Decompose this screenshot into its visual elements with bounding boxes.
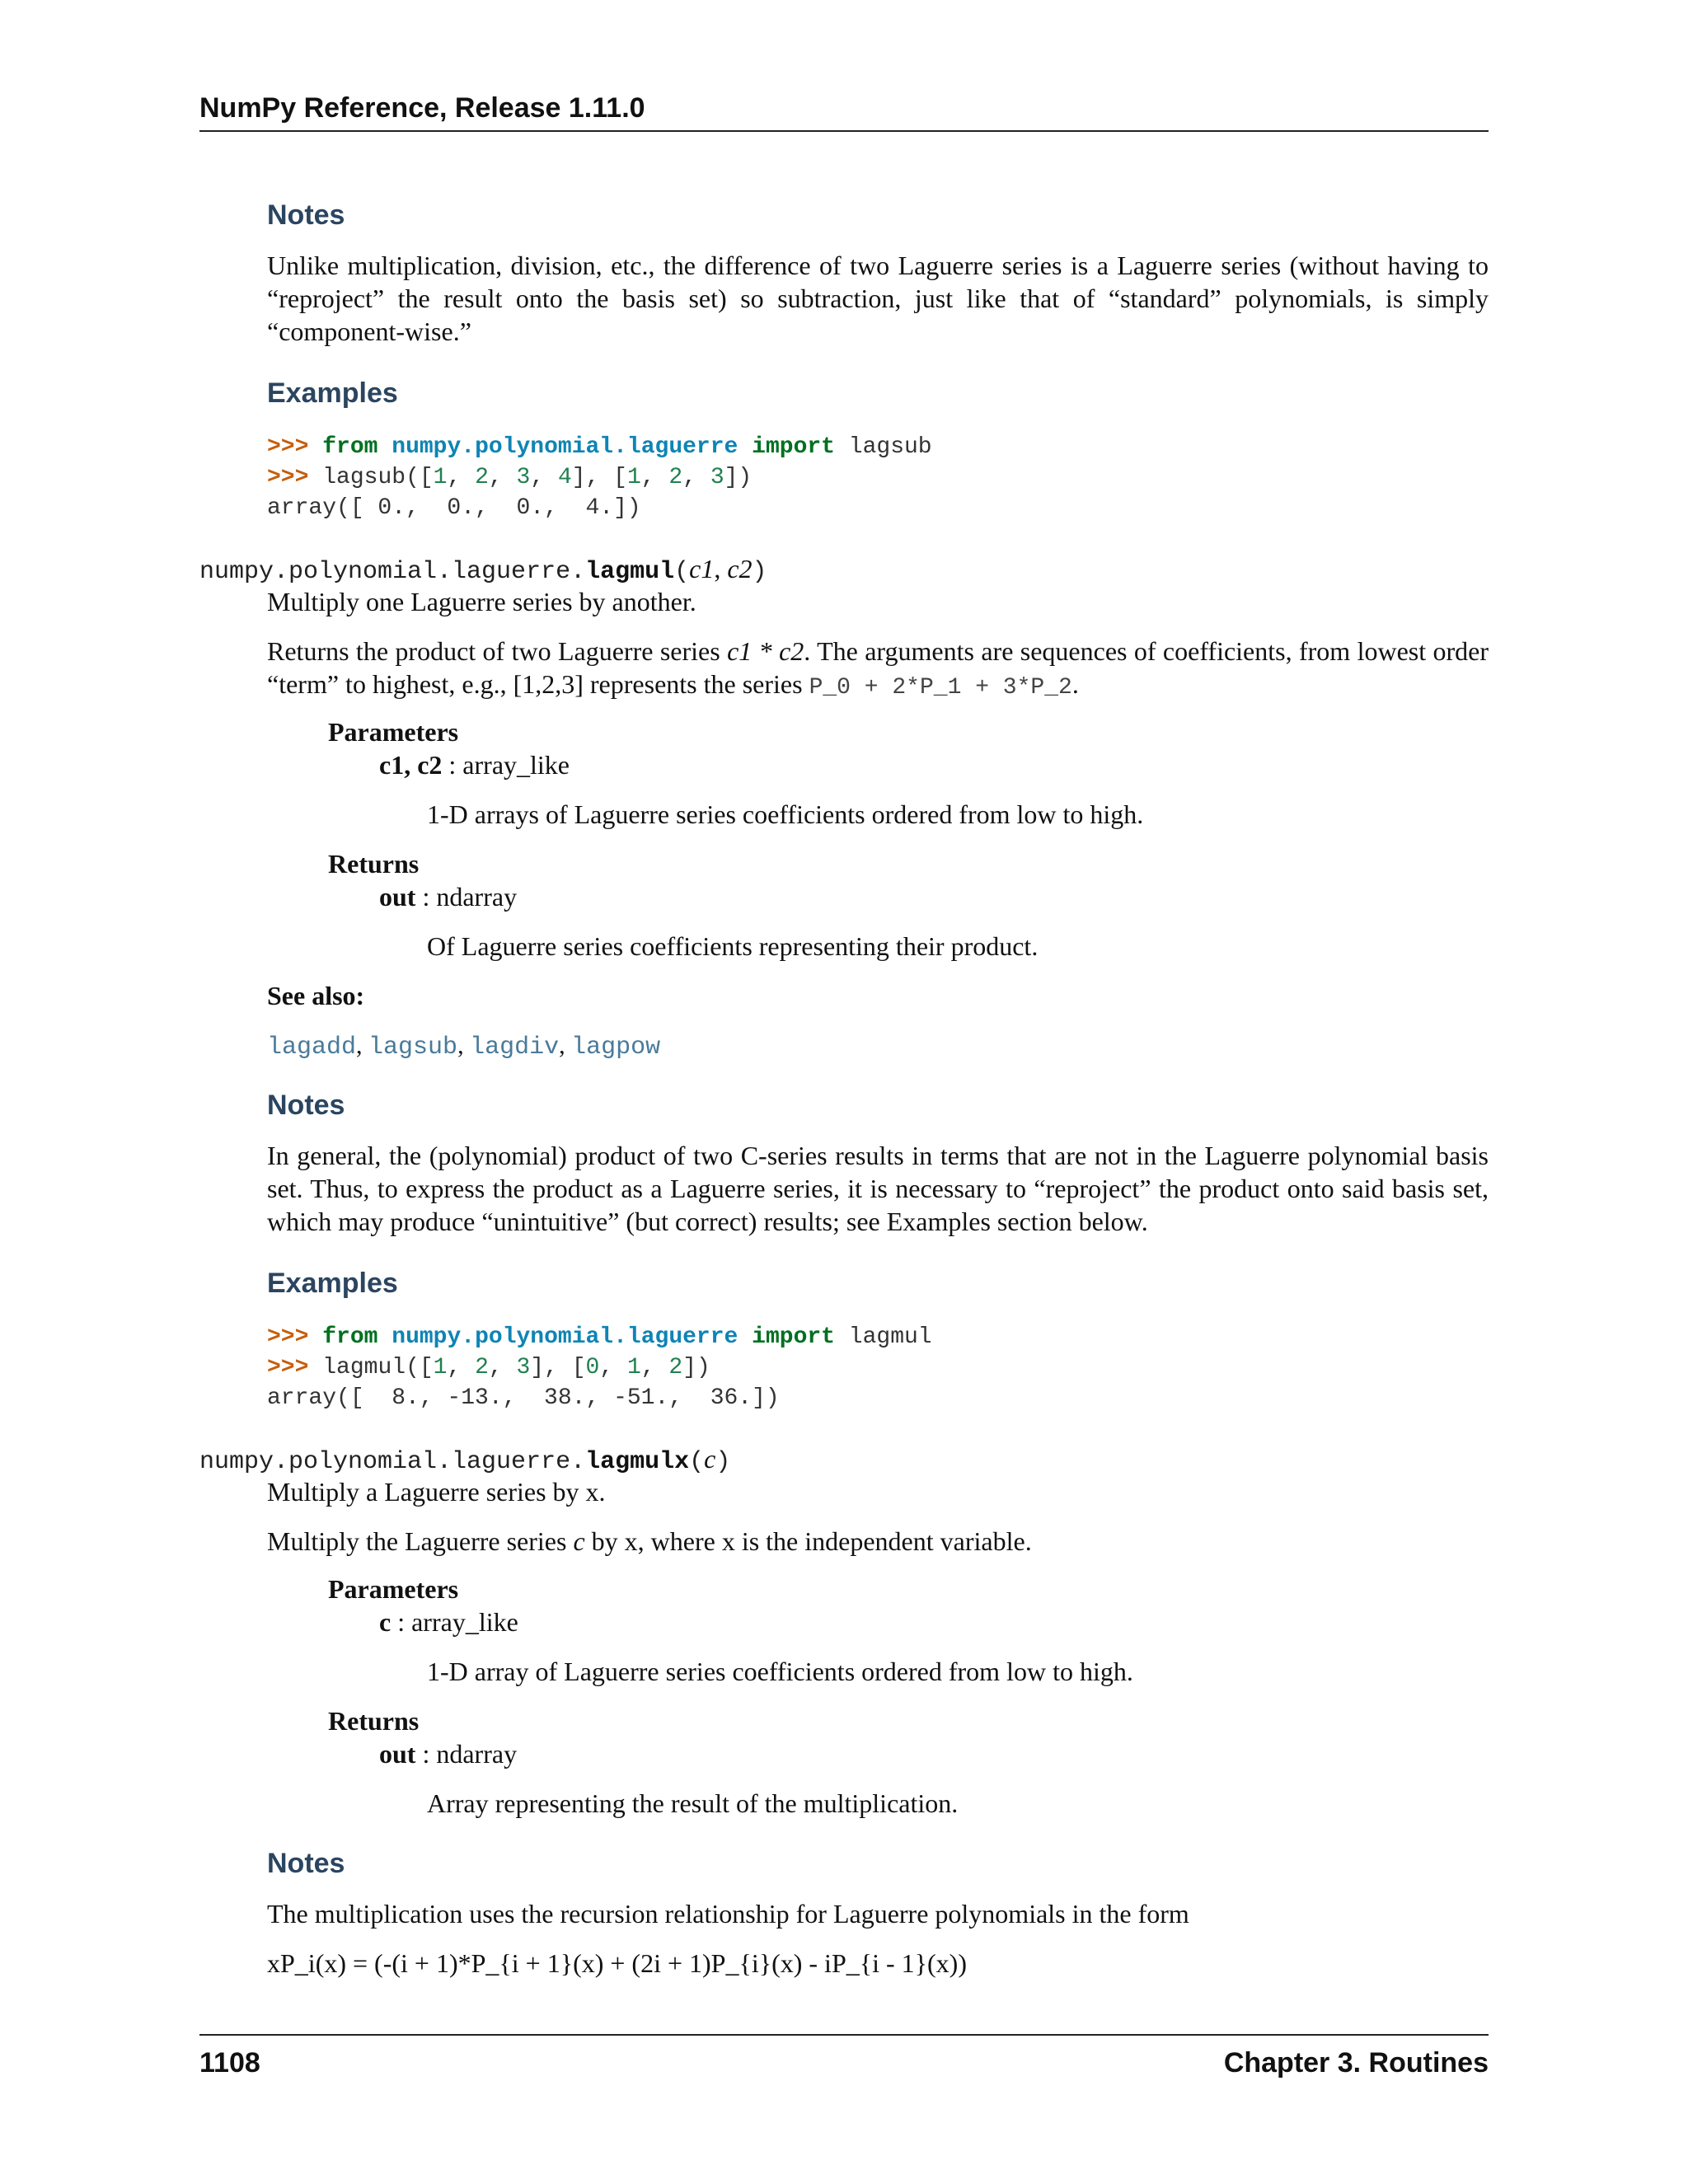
- chapter-title: Chapter 3. Routines: [1223, 2047, 1489, 2079]
- lagmulx-return-desc: Array representing the result of the multiplication.: [427, 1788, 959, 1818]
- lagmulx-notes-heading: Notes: [267, 1848, 345, 1879]
- lagmulx-formula: xP_i(x) = (-(i + 1)*P_{i + 1}(x) + (2i + 1)P_{i}(x) - iP_{i - 1}(x)): [267, 1948, 967, 1978]
- lagmul-params-heading: Parameters: [328, 717, 459, 747]
- page-footer: [199, 2034, 1489, 2085]
- lagmul-examples-heading: Examples: [267, 1268, 398, 1299]
- lagsub-code-block: [267, 432, 932, 523]
- code-line: >>> from numpy.polynomial.laguerre import lagsub: [267, 434, 932, 460]
- lagmul-summary: Multiply one Laguerre series by another.: [267, 587, 696, 616]
- code-output: array([ 0., 0., 0., 4.]): [267, 495, 641, 521]
- seealso-link-lagadd[interactable]: lagadd: [267, 1033, 357, 1062]
- lagmul-notes-heading: Notes: [267, 1090, 345, 1121]
- lagmulx-param-desc: 1-D array of Laguerre series coefficients ordered from low to high.: [427, 1657, 1133, 1686]
- code-line: >>> lagmul([1, 2, 3], [0, 1, 2]): [267, 1355, 710, 1380]
- lagsub-notes-text: Unlike multiplication, division, etc., the difference of two Laguerre series is a Laguerre series (without having to “reproject” the result onto the basis set) so subtraction, just like that of “standard” polynomials, is simply “component-wise.”: [267, 251, 1489, 346]
- lagmul-returns-heading: Returns: [328, 849, 420, 879]
- lagmulx-summary: Multiply a Laguerre series by x.: [267, 1477, 606, 1507]
- lagmulx-signature: numpy.polynomial.laguerre.lagmulx(c): [199, 1444, 731, 1476]
- code-line: >>> from numpy.polynomial.laguerre import lagmul: [267, 1324, 932, 1350]
- code-output: array([ 8., -13., 38., -51., 36.]): [267, 1385, 780, 1411]
- header-title: NumPy Reference, Release 1.11.0: [199, 92, 645, 124]
- lagmul-return: out : ndarray: [379, 882, 518, 912]
- lagmul-param: c1, c2 : array_like: [379, 750, 570, 780]
- page-header: [199, 92, 1489, 132]
- lagmul-seealso-heading: See also:: [267, 981, 365, 1010]
- lagsub-examples-heading: Examples: [267, 377, 398, 409]
- lagmulx-notes-text: The multiplication uses the recursion relationship for Laguerre polynomials in the form: [267, 1899, 1189, 1929]
- page-number: 1108: [199, 2047, 260, 2079]
- lagmul-param-desc: 1-D arrays of Laguerre series coefficients ordered from low to high.: [427, 799, 1144, 829]
- lagmul-description: Returns the product of two Laguerre series c1 * c2. The arguments are sequences of coefficients, from lowest order “term” to highest, e.g., [1,2,3] represents the series P_0 + 2*P_1 + 3*P_2.: [267, 636, 1489, 701]
- lagmul-signature: numpy.polynomial.laguerre.lagmul(c1, c2): [199, 554, 767, 586]
- lagmulx-params-heading: Parameters: [328, 1574, 459, 1604]
- seealso-link-lagdiv[interactable]: lagdiv: [470, 1033, 560, 1062]
- lagmulx-param: c : array_like: [379, 1607, 518, 1637]
- seealso-link-lagpow[interactable]: lagpow: [571, 1033, 661, 1062]
- lagmulx-returns-heading: Returns: [328, 1706, 420, 1736]
- lagmul-return-desc: Of Laguerre series coefficients representing their product.: [427, 931, 1039, 961]
- lagmulx-return: out : ndarray: [379, 1739, 518, 1769]
- lagsub-notes-heading: Notes: [267, 199, 345, 231]
- code-line: >>> lagsub([1, 2, 3, 4], [1, 2, 3]): [267, 465, 753, 490]
- lagmulx-description: Multiply the Laguerre series c by x, where x is the independent variable.: [267, 1526, 1032, 1556]
- seealso-link-lagsub[interactable]: lagsub: [368, 1033, 458, 1062]
- lagmul-seealso-list: lagadd, lagsub, lagdiv, lagpow: [267, 1032, 661, 1062]
- lagmulx-function-name: lagmulx: [585, 1448, 690, 1476]
- lagmul-code-block: [267, 1322, 932, 1413]
- lagmul-function-name: lagmul: [585, 558, 675, 586]
- lagmul-notes-text: In general, the (polynomial) product of two C-series results in terms that are not in the Laguerre polynomial basis set. Thus, to express the product as a Laguerre series, it is necessary to “reproject” the product onto said basis set, which may produce “unintuitive” (but correct) results; see Examples section below.: [267, 1141, 1489, 1236]
